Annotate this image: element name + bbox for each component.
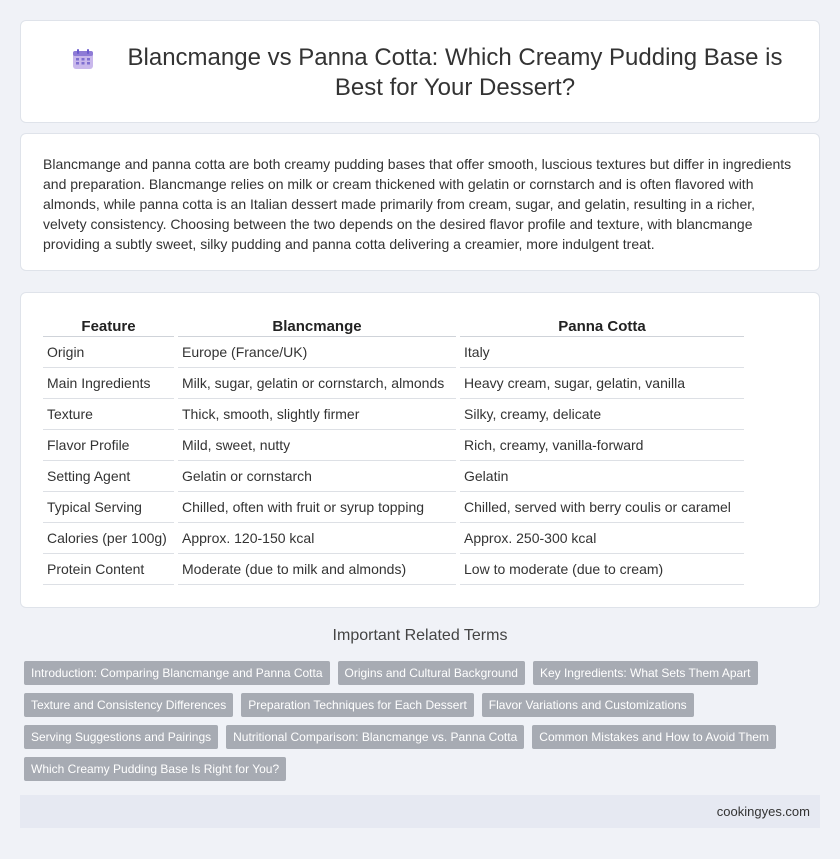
table-cell: Milk, sugar, gelatin or cornstarch, almonds: [178, 368, 456, 399]
table-header-row: [43, 317, 744, 337]
related-terms-list: [24, 661, 804, 789]
table-row: [43, 368, 744, 399]
table-cell: Main Ingredients: [43, 368, 174, 399]
footer-site-link[interactable]: cookingyes.com: [716, 804, 810, 819]
related-term-link[interactable]: Key Ingredients: What Sets Them Apart: [533, 661, 758, 685]
table-cell: Approx. 120-150 kcal: [178, 523, 456, 554]
related-term-link[interactable]: Common Mistakes and How to Avoid Them: [532, 725, 776, 749]
page-title: Blancmange vs Panna Cotta: Which Creamy Pudding Base is Best for Your Dessert?: [127, 44, 783, 101]
related-term-link[interactable]: Nutritional Comparison: Blancmange vs. Panna Cotta: [226, 725, 524, 749]
related-term-link[interactable]: Which Creamy Pudding Base Is Right for You?: [24, 757, 286, 781]
table-cell: Heavy cream, sugar, gelatin, vanilla: [460, 368, 744, 399]
table-row: [43, 523, 744, 554]
table-cell: Mild, sweet, nutty: [178, 430, 456, 461]
related-term-link[interactable]: Texture and Consistency Differences: [24, 693, 233, 717]
table-cell: Calories (per 100g): [43, 523, 174, 554]
header-blancmange: Blancmange: [178, 317, 456, 337]
table-row: [43, 337, 744, 368]
table-row: [43, 430, 744, 461]
table-cell: Silky, creamy, delicate: [460, 399, 744, 430]
table-cell: Gelatin or cornstarch: [178, 461, 456, 492]
comparison-card: [20, 292, 820, 608]
table-cell: Flavor Profile: [43, 430, 174, 461]
related-terms-title: Important Related Terms: [332, 627, 508, 644]
intro-card: [20, 133, 820, 271]
table-cell: Protein Content: [43, 554, 174, 585]
table-cell: Gelatin: [460, 461, 744, 492]
table-cell: Texture: [43, 399, 174, 430]
header-card: [20, 20, 820, 123]
table-cell: Thick, smooth, slightly firmer: [178, 399, 456, 430]
header-feature: Feature: [43, 317, 174, 337]
table-cell: Chilled, served with berry coulis or caramel: [460, 492, 744, 523]
table-cell: Chilled, often with fruit or syrup topping: [178, 492, 456, 523]
table-cell: Typical Serving: [43, 492, 174, 523]
calendar-icon: [71, 47, 95, 71]
table-cell: Moderate (due to milk and almonds): [178, 554, 456, 585]
table-cell: Origin: [43, 337, 174, 368]
related-term-link[interactable]: Flavor Variations and Customizations: [482, 693, 694, 717]
table-cell: Approx. 250-300 kcal: [460, 523, 744, 554]
table-cell: Italy: [460, 337, 744, 368]
related-term-link[interactable]: Introduction: Comparing Blancmange and Panna Cotta: [24, 661, 330, 685]
table-row: [43, 554, 744, 585]
table-row: [43, 399, 744, 430]
table-cell: Europe (France/UK): [178, 337, 456, 368]
footer: [20, 795, 820, 828]
related-term-link[interactable]: Origins and Cultural Background: [338, 661, 525, 685]
comparison-table: [39, 317, 748, 585]
related-term-link[interactable]: Preparation Techniques for Each Dessert: [241, 693, 474, 717]
header-panna-cotta: Panna Cotta: [460, 317, 744, 337]
table-row: [43, 492, 744, 523]
intro-paragraph: Blancmange and panna cotta are both creamy pudding bases that offer smooth, luscious textures but differ in ingredients and preparation. Blancmange relies on milk or cream thickened with gelatin or cornstarch and is often flavored with almonds, while panna cotta is an Italian dessert made primarily from cream, sugar, and gelatin, resulting in a richer, velvety consistency. Choosing between the two depends on the desired flavor profile and texture, with blancmange providing a subtly sweet, silky pudding and panna cotta delivering a creamier, more indulgent treat.: [43, 156, 792, 252]
table-row: [43, 461, 744, 492]
table-cell: Setting Agent: [43, 461, 174, 492]
related-term-link[interactable]: Serving Suggestions and Pairings: [24, 725, 218, 749]
table-cell: Low to moderate (due to cream): [460, 554, 744, 585]
table-cell: Rich, creamy, vanilla-forward: [460, 430, 744, 461]
